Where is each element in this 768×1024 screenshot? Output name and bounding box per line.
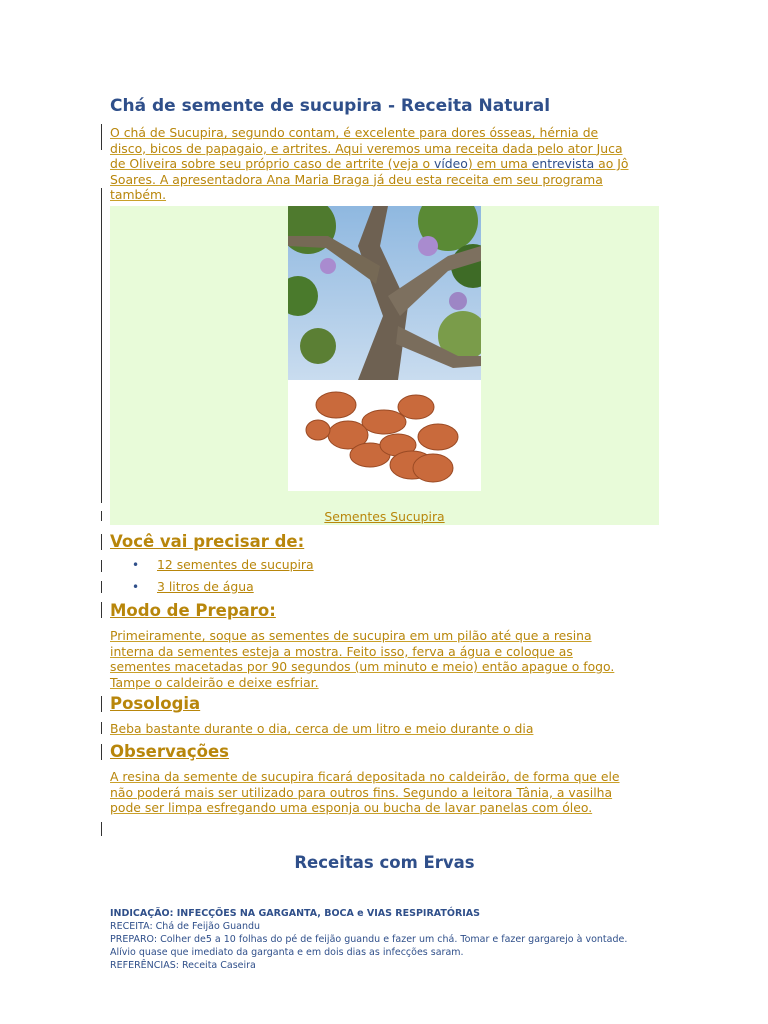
ingredients-heading: Você vai precisar de:	[110, 532, 305, 551]
preparo-line: interna da sementes esteja a mostra. Feito isso, ferva a água e coloque as	[110, 643, 573, 659]
intro-paragraph[interactable]	[110, 125, 660, 203]
sucupira-tree-image	[288, 206, 481, 380]
herbs-heading: Receitas com Ervas	[294, 853, 475, 872]
intro-line: disco, bicos de papagaio, e artrites. Aqui veremos uma receita dada pelo ator Juca	[110, 140, 623, 156]
preparo-heading: Modo de Preparo:	[110, 601, 276, 620]
sucupira-seeds-image	[288, 380, 481, 491]
herb-alivio: Alívio quase que imediato da garganta e em dois dias as infecções saram.	[110, 947, 464, 958]
obs-line: não poderá mais ser utilizado para outros fins. Segundo a leitora Tânia, a vasilha	[110, 784, 613, 800]
figure-caption[interactable]: Sementes Sucupira	[324, 509, 445, 524]
text-cursor-bar	[101, 511, 102, 521]
text-cursor-bar	[101, 560, 102, 572]
intro-line	[110, 156, 660, 172]
text-cursor-bar	[101, 188, 102, 503]
observacoes-paragraph[interactable]	[110, 769, 660, 816]
list-item[interactable]	[132, 557, 314, 579]
text-cursor-bar	[101, 602, 102, 618]
interview-link[interactable]: entrevista	[531, 156, 595, 171]
text-cursor-bar	[101, 696, 102, 712]
video-link[interactable]: vídeo	[434, 156, 468, 171]
preparo-line: Tampe o caldeirão e deixe esfriar.	[110, 674, 319, 690]
text-cursor-bar	[101, 822, 102, 836]
ingredients-list	[132, 557, 314, 601]
obs-line: pode ser limpa esfregando uma esponja ou bucha de lavar panelas com óleo.	[110, 800, 593, 815]
indicacao-text: INDICAÇÃO: INFECÇÕES NA GARGANTA, BOCA e VIAS RESPIRATÓRIAS	[110, 908, 480, 919]
intro-text: ) em uma	[467, 156, 532, 171]
posologia-heading: Posologia	[110, 694, 201, 713]
herb-indicacao	[110, 907, 670, 920]
text-cursor-bar	[101, 534, 102, 550]
posologia-text[interactable]: Beba bastante durante o dia, cerca de um litro e meio durante o dia	[110, 721, 534, 736]
intro-line: O chá de Sucupira, segundo contam, é excelente para dores ósseas, hérnia de	[110, 125, 599, 140]
observacoes-heading: Observações	[110, 742, 230, 761]
page-title: Chá de semente de sucupira - Receita Natural	[110, 96, 551, 116]
herb-preparo: PREPARO: Colher de5 a 10 folhas do pé de feijão guandu e fazer um chá. Tomar e fazer gargarejo à vontade.	[110, 934, 628, 945]
intro-text: ao Jô	[594, 156, 629, 171]
herb-receita: RECEITA: Chá de Feijão Guandu	[110, 921, 261, 932]
herb-referencias: REFERÊNCIAS: Receita Caseira	[110, 960, 256, 971]
preparo-line: sementes macetadas por 90 segundos (um minuto e meio) então apague o fogo.	[110, 659, 615, 674]
text-cursor-bar	[101, 581, 102, 593]
intro-line: também.	[110, 187, 167, 202]
intro-line: Soares. A apresentadora Ana Maria Braga já deu esta receita em seu programa	[110, 171, 603, 187]
intro-text: de Oliveira sobre seu próprio caso de artrite (veja o	[110, 156, 435, 171]
text-cursor-bar	[101, 744, 102, 760]
preparo-paragraph[interactable]	[110, 628, 660, 690]
ingredient-text: 12 sementes de sucupira	[157, 557, 314, 572]
ingredient-text: 3 litros de água	[157, 579, 254, 594]
preparo-line: Primeiramente, soque as sementes de sucupira em um pilão até que a resina	[110, 628, 592, 643]
text-cursor-bar	[101, 124, 102, 150]
list-item[interactable]	[132, 579, 314, 601]
obs-line: A resina da semente de sucupira ficará depositada no caldeirão, de forma que ele	[110, 769, 620, 784]
text-cursor-bar	[101, 722, 102, 734]
